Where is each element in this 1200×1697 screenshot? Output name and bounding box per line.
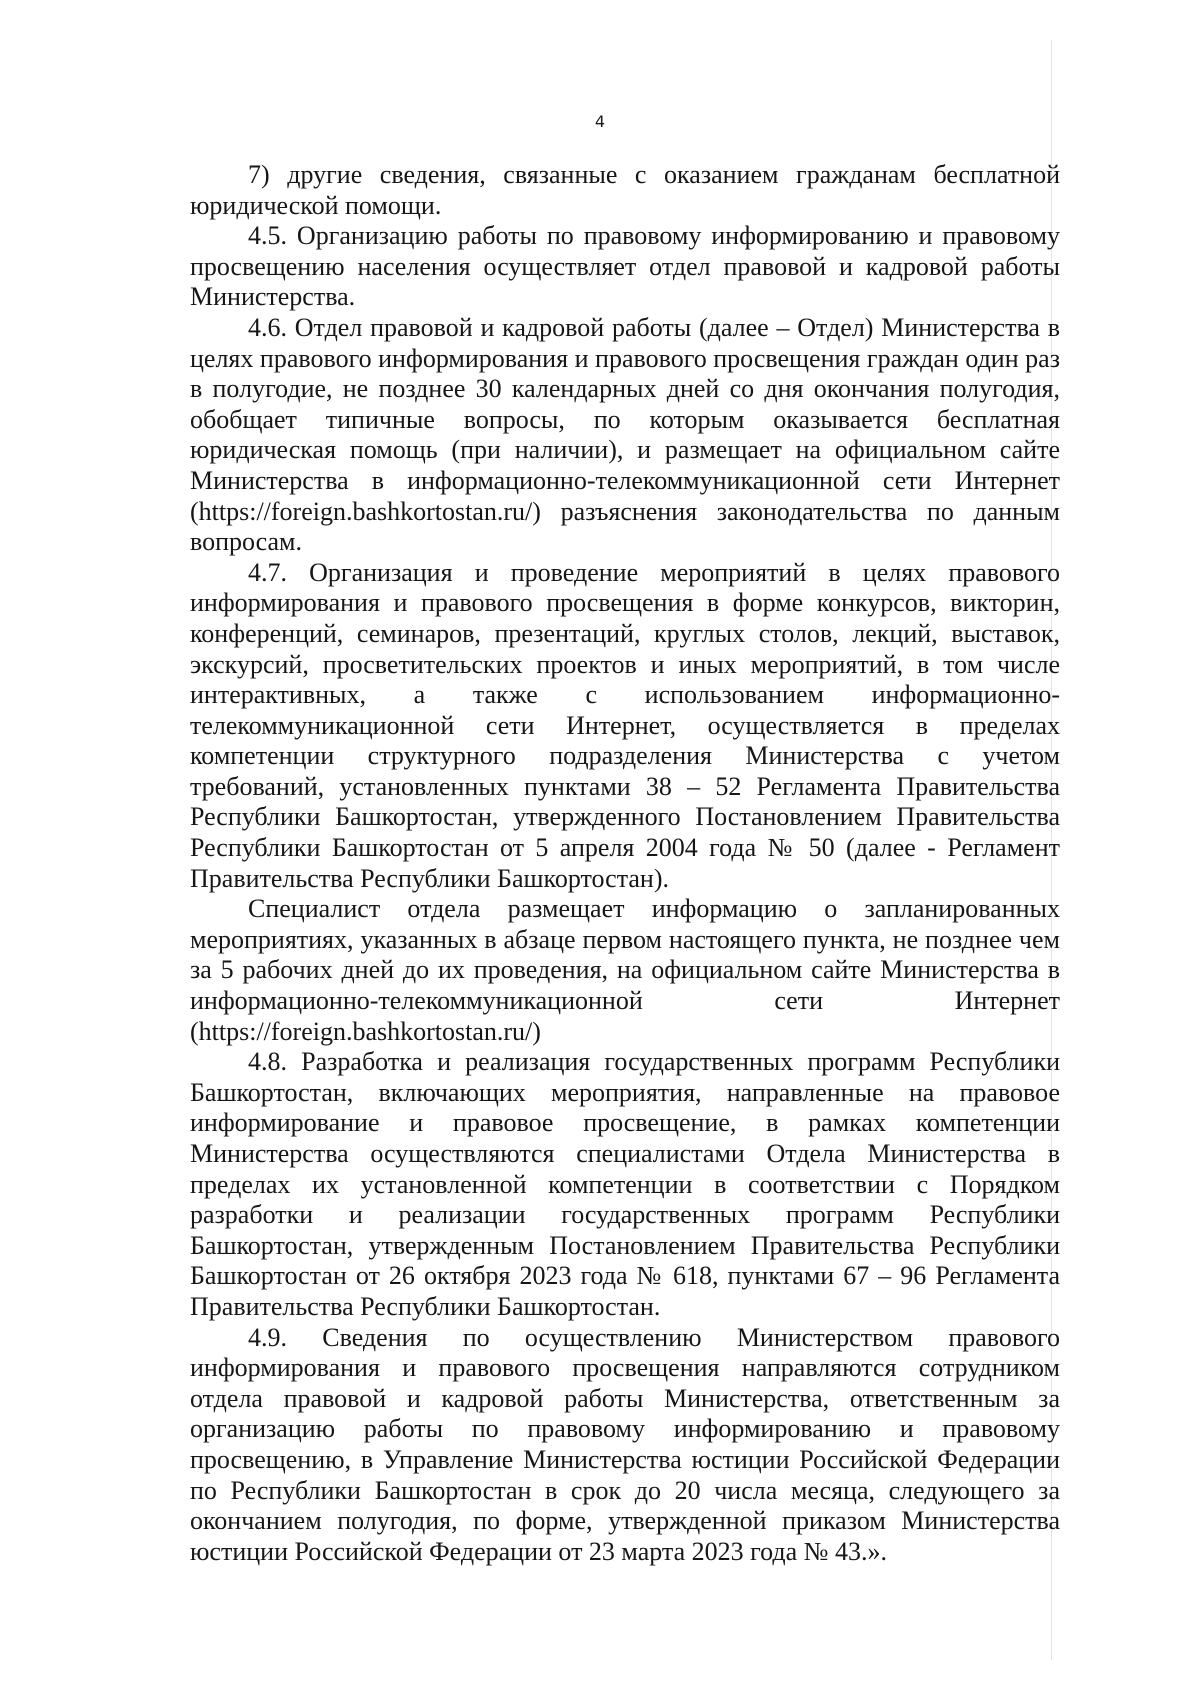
paragraph-clause-4-6: 4.6. Отдел правовой и кадровой работы (далее – Отдел) Министерства в целях правового информирования и правового просвещения граждан один раз в полугодие, не позднее 30 календарных дней со дня окончания полугодия, обобщает типичные вопросы, по которым оказывается бесплатная юридическая помощь (при наличии), и размещает на официальном сайте Министерства в информационно-телекоммуникационной сети Интернет (https://foreign.bashkortostan.ru/) разъяснения законодательства по данным вопросам. (190, 312, 1060, 557)
paragraph-clause-4-9: 4.9. Сведения по осуществлению Министерством правового информирования и правового просвещения направляются сотрудником отдела правовой и кадровой работы Министерства, ответственным за организацию работы по правовому информированию и правовому просвещению, в Управление Министерства юстиции Российской Федерации по Республики Башкортостан в срок до 20 числа месяца, следующего за окончанием полугодия, по форме, утвержденной приказом Министерства юстиции Российской Федерации от 23 марта 2023 года № 43.». (190, 1322, 1060, 1566)
page-number: 4 (594, 112, 606, 131)
document-body (190, 160, 1060, 1567)
paragraph-clause-4-5: 4.5. Организацию работы по правовому информированию и правовому просвещению населения осуществляет отдел правовой и кадровой работы Министерства. (190, 221, 1060, 312)
paragraph-item-7: 7) другие сведения, связанные с оказанием гражданам бесплатной юридической помощи. (190, 160, 1060, 220)
paragraph-clause-4-8: 4.8. Разработка и реализация государственных программ Республики Башкортостан, включающих мероприятия, направленные на правовое информирование и правовое просвещение, в рамках компетенции Министерства осуществляются специалистами Отдела Министерства в пределах их установленной компетенции в соответствии с Порядком разработки и реализации государственных программ Республики Башкортостан, утвержденным Постановлением Правительства Республики Башкортостан от 26 октября 2023 года № 618, пунктами 67 – 96 Регламента Правительства Республики Башкортостан. (190, 1047, 1060, 1321)
paragraph-clause-4-7: 4.7. Организация и проведение мероприятий в целях правового информирования и правового просвещения в форме конкурсов, викторин, конференций, семинаров, презентаций, круглых столов, лекций, выставок, экскурсий, просветительских проектов и иных мероприятий, в том числе интерактивных, а также с использованием информационно-телекоммуникационной сети Интернет, осуществляется в пределах компетенции структурного подразделения Министерства с учетом требований, установленных пунктами 38 – 52 Регламента Правительства Республики Башкортостан, утвержденного Постановлением Правительства Республики Башкортостан от 5 апреля 2004 года № 50 (далее - Регламент Правительства Республики Башкортостан). (190, 557, 1060, 893)
paragraph-specialist-notice: Специалист отдела размещает информацию о запланированных мероприятиях, указанных в абзаце первом настоящего пункта, не позднее чем за 5 рабочих дней до их проведения, на официальном сайте Министерства в информационно-телекоммуникационной сети Интернет (https://foreign.bashkortostan.ru/) (190, 894, 1060, 1046)
